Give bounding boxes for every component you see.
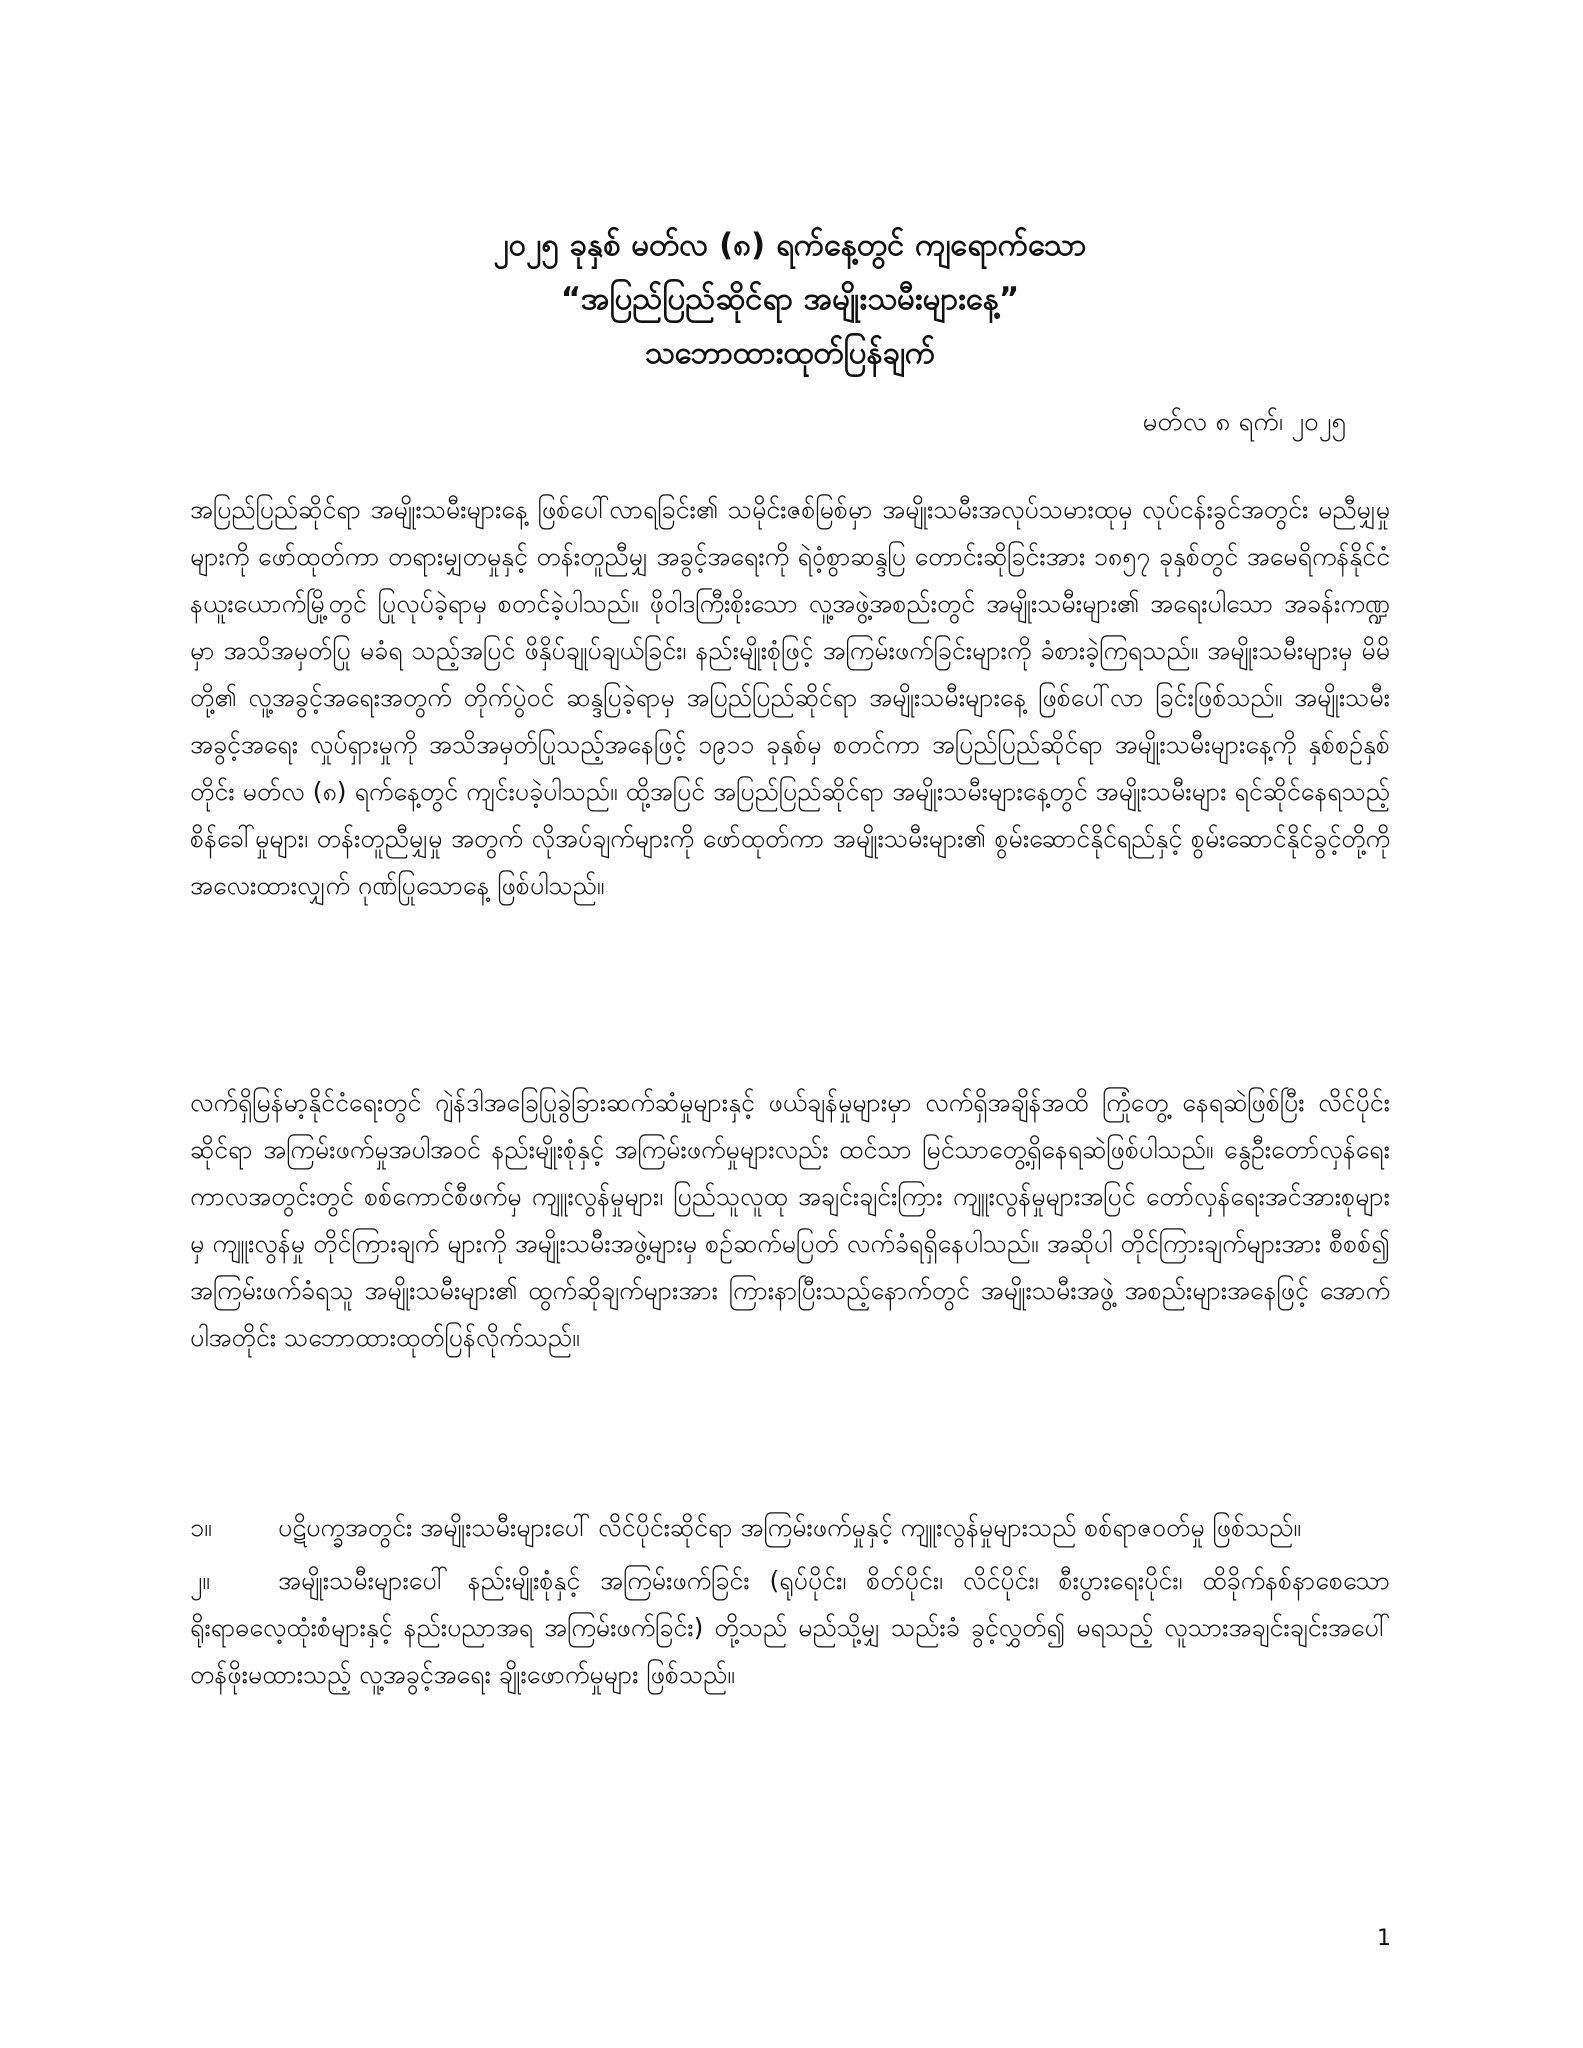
title-line-1: ၂၀၂၅ ခုနှစ် မတ်လ (၈) ရက်နေ့တွင် ကျရောက်သော: [493, 227, 1087, 263]
list-item: ၁။ ပဋိပက္ခအတွင်း အမျိုးသမီးများပေါ် လိင်ပိုင်းဆိုင်ရာ အကြမ်းဖက်မှုနှင့် ကျူးလွန်မှုများသည် စစ်ရာဇဝတ်မှု ဖြစ်သည်။: [190, 1504, 1390, 1551]
list-item-text: ပဋိပက္ခအတွင်း အမျိုးသမီးများပေါ် လိင်ပိုင်းဆိုင်ရာ အကြမ်းဖက်မှုနှင့် ကျူးလွန်မှုများသည် စစ်ရာဇဝတ်မှု ဖြစ်သည်။: [278, 1513, 1301, 1542]
statement-points-list: [190, 1504, 1390, 1698]
list-item: ၂။ အမျိုးသမီးများပေါ် နည်းမျိုးစုံနှင့် အကြမ်းဖက်ခြင်း (ရုပ်ပိုင်း၊ စိတ်ပိုင်း၊ လိင်ပိုင်း၊ စီးပွားရေးပိုင်း၊ ထိခိုက်နစ်နာစေသော ရိုးရာဓလေ့ထုံးစံများနှင့် နည်းပညာအရ အကြမ်းဖက်ခြင်း) တို့သည် မည်သို့မျှ သည်းခံ ခွင့်လွှတ်၍ မရသည့် လူသားအချင်းချင်းအပေါ် တန်ဖိုးမထားသည့် လူ့အခွင့်အရေး ချိုးဖောက်မှုများ ဖြစ်သည်။: [190, 1557, 1390, 1698]
paragraph-history: အပြည်ပြည်ဆိုင်ရာ အမျိုးသမီးများနေ့ ဖြစ်ပေါ်လာရခြင်း၏ သမိုင်းဇစ်မြစ်မှာ အမျိုးသမီးအလုပ်သမားထုမှ လုပ်ငန်းခွင်အတွင်း မညီမျှမှုများကို ဖော်ထုတ်ကာ တရားမျှတမှုနှင့် တန်းတူညီမျှ အခွင့်အရေးကို ရဲဝံ့စွာဆန္ဒပြ တောင်းဆိုခြင်းအား ၁၈၅၇ ခုနှစ်တွင် အမေရိကန်နိုင်ငံ နယူးယောက်မြို့တွင် ပြုလုပ်ခဲ့ရာမှ စတင်ခဲ့ပါသည်။ ဖိုဝါဒကြီးစိုးသော လူ့အဖွဲ့အစည်းတွင် အမျိုးသမီးများ၏ အရေးပါသော အခန်းကဏ္ဍမှာ အသိအမှတ်ပြု မခံရ သည့်အပြင် ဖိနှိပ်ချုပ်ချယ်ခြင်း၊ နည်းမျိုးစုံဖြင့် အကြမ်းဖက်ခြင်းများကို ခံစားခဲ့ကြရသည်။ အမျိုးသမီးများမှ မိမိတို့၏ လူ့အခွင့်အရေးအတွက် တိုက်ပွဲဝင် ဆန္ဒပြခဲ့ရာမှ အပြည်ပြည်ဆိုင်ရာ အမျိုးသမီးများနေ့ ဖြစ်ပေါ်လာ ခြင်းဖြစ်သည်။ အမျိုးသမီးအခွင့်အရေး လှုပ်ရှားမှုကို အသိအမှတ်ပြုသည့်အနေဖြင့် ၁၉၁၁ ခုနှစ်မှ စတင်ကာ အပြည်ပြည်ဆိုင်ရာ အမျိုးသမီးများနေ့ကို နှစ်စဉ်နှစ်တိုင်း မတ်လ (၈) ရက်နေ့တွင် ကျင်းပခဲ့ပါသည်။ ထို့အပြင် အပြည်ပြည်ဆိုင်ရာ အမျိုးသမီးများနေ့တွင် အမျိုးသမီးများ ရင်ဆိုင်နေရသည့် စိန်ခေါ်မှုများ၊ တန်းတူညီမျှမှု အတွက် လိုအပ်ချက်များကို ဖော်ထုတ်ကာ အမျိုးသမီးများ၏ စွမ်းဆောင်နိုင်ရည်နှင့် စွမ်းဆောင်နိုင်ခွင့်တို့ကို အလေးထားလျှက် ဂုဏ်ပြုသောနေ့ ဖြစ်ပါသည်။: [190, 495, 1390, 900]
title-line-2: “အပြည်ပြည်ဆိုင်ရာ အမျိုးသမီးများနေ့”: [560, 281, 1020, 317]
title-line-3: သဘောထားထုတ်ပြန်ချက်: [644, 335, 936, 371]
list-item-text: အမျိုးသမီးများပေါ် နည်းမျိုးစုံနှင့် အကြမ်းဖက်ခြင်း (ရုပ်ပိုင်း၊ စိတ်ပိုင်း၊ လိင်ပိုင်း၊ စီးပွားရေးပိုင်း၊ ထိခိုက်နစ်နာစေသော ရိုးရာဓလေ့ထုံးစံများနှင့် နည်းပညာအရ အကြမ်းဖက်ခြင်း) တို့သည် မည်သို့မျှ သည်းခံ ခွင့်လွှတ်၍ မရသည့် လူသားအချင်းချင်းအပေါ် တန်ဖိုးမထားသည့် လူ့အခွင့်အရေး ချိုးဖောက်မှုများ ဖြစ်သည်။: [190, 1566, 1390, 1689]
page-number: 1: [1377, 1926, 1391, 1951]
paragraph-current-situation: လက်ရှိမြန်မာ့နိုင်ငံရေးတွင် ဂျဲန်ဒါအခြေပြုခွဲခြားဆက်ဆံမှုများနှင့် ဖယ်ချန်မှုများမှာ လက်ရှိအချိန်အထိ ကြုံတွေ့ နေရဆဲဖြစ်ပြီး လိင်ပိုင်းဆိုင်ရာ အကြမ်းဖက်မှုအပါအဝင် နည်းမျိုးစုံနှင့် အကြမ်းဖက်မှုများလည်း ထင်သာ မြင်သာတွေ့ရှိနေရဆဲဖြစ်ပါသည်။ နွေဦးတော်လှန်ရေးကာလအတွင်းတွင် စစ်ကောင်စီဖက်မှ ကျူးလွန်မှုများ၊ ပြည်သူလူထု အချင်းချင်းကြား ကျူးလွန်မှုများအပြင် တော်လှန်ရေးအင်အားစုများမှ ကျူးလွန်မှု တိုင်ကြားချက် များကို အမျိုးသမီးအဖွဲ့များမှ စဉ်ဆက်မပြတ် လက်ခံရရှိနေပါသည်။ အဆိုပါ တိုင်ကြားချက်များအား စီစစ်၍ အကြမ်းဖက်ခံရသူ အမျိုးသမီးများ၏ ထွက်ဆိုချက်များအား ကြားနာပြီးသည့်နောက်တွင် အမျိုးသမီးအဖွဲ့ အစည်းများအနေဖြင့် အောက်ပါအတိုင်း သဘောထားထုတ်ပြန်လိုက်သည်။: [190, 1088, 1390, 1352]
statement-title: [190, 218, 1390, 380]
statement-date: မတ်လ ၈ ရက်၊ ၂၀၂၅: [1142, 407, 1346, 437]
